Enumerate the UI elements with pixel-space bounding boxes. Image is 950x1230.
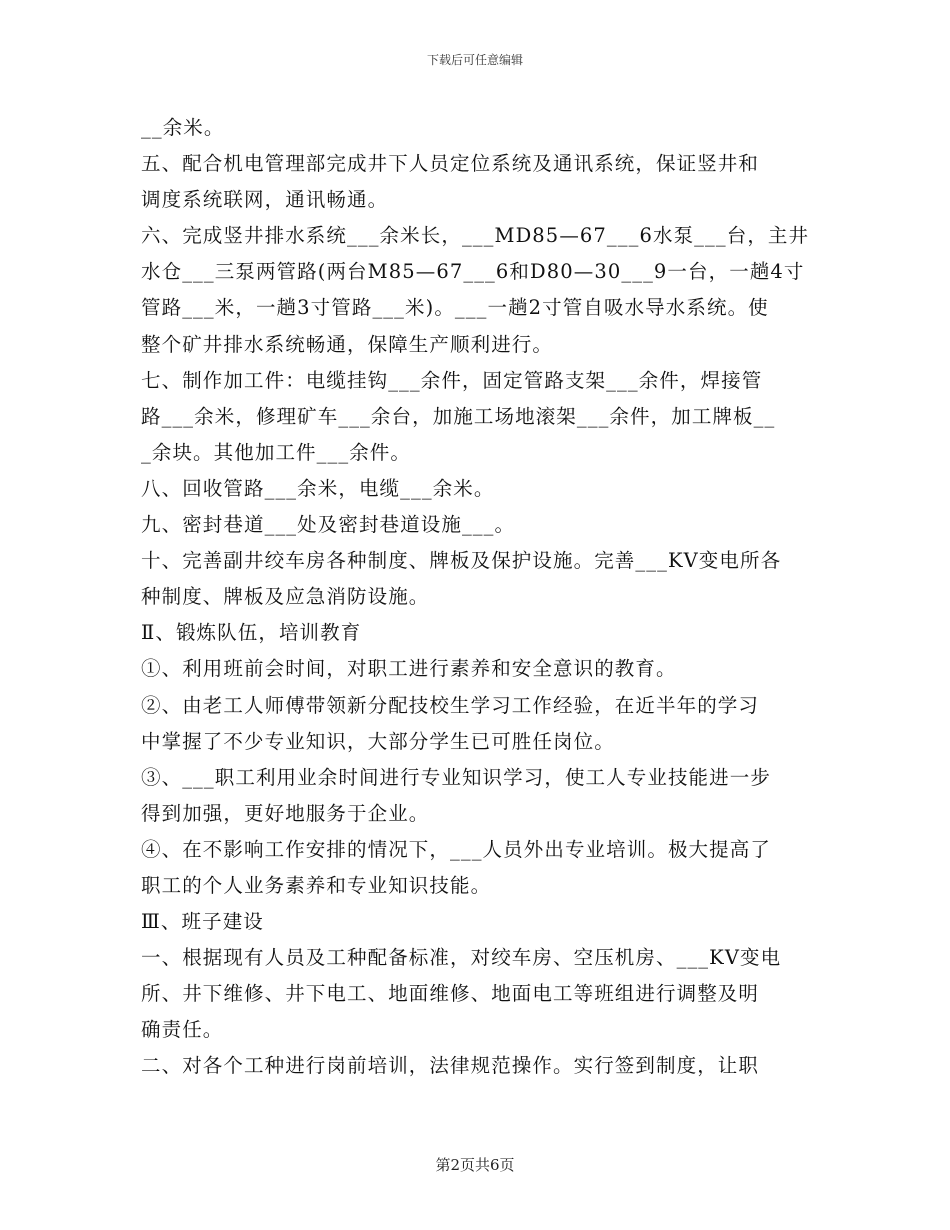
text-line: 职工的个人业务素养和专业知识技能。	[141, 873, 492, 897]
text-line: 十、完善副井绞车房各种制度、牌板及保护设施。完善___KV变电所各	[141, 549, 782, 573]
text-line: ②、由老工人师傅带领新分配技校生学习工作经验，在近半年的学习	[141, 693, 760, 717]
text-line: 二、对各个工种进行岗前培训，法律规范操作。实行签到制度，让职	[141, 1054, 760, 1078]
document-body	[141, 110, 813, 1085]
text-line: 七、制作加工件：电缆挂钩___余件，固定管路支架___余件，焊接管	[141, 368, 763, 392]
text-line: ①、利用班前会时间，对职工进行素养和安全意识的教育。	[141, 657, 677, 681]
text-line: 五、配合机电管理部完成井下人员定位系统及通讯系统，保证竖井和	[141, 152, 760, 176]
text-line: 整个矿井排水系统畅通，保障生产顺利进行。	[141, 332, 554, 356]
text-line: 九、密封巷道___处及密封巷道设施___。	[141, 513, 516, 537]
text-line: 水仓___三泵两管路(两台M85—67___6和D80—30___9一台，一趟4寸	[141, 260, 805, 284]
text-line: ③、___职工利用业余时间进行专业知识学习，使工人专业技能进一步	[141, 765, 771, 789]
section-heading: Ⅱ、锻炼队伍，培训教育	[141, 621, 362, 645]
text-line: 六、完成竖井排水系统___余米长，___MD85—67___6水泵___台，主井	[141, 224, 810, 248]
text-line: __余米。	[141, 116, 225, 139]
section-heading: Ⅲ、班子建设	[141, 910, 264, 934]
text-line: 八、回收管路___余米，电缆___余米。	[141, 476, 495, 500]
text-line: ④、在不影响工作安排的情况下，___人员外出专业培训。极大提高了	[141, 837, 771, 861]
text-line: 调度系统联网，通讯畅通。	[141, 188, 389, 212]
text-line: 中掌握了不少专业知识，大部分学生已可胜任岗位。	[141, 729, 615, 753]
text-line: 管路___米，一趟3寸管路___米)。___一趟2寸管自吸水导水系统。使	[141, 296, 769, 320]
text-line: 确责任。	[141, 1018, 224, 1042]
text-line: 所、井下维修、井下电工、地面维修、地面电工等班组进行调整及明	[141, 982, 760, 1006]
text-line: _余块。其他加工件___余件。	[141, 440, 412, 464]
text-line: 路___余米，修理矿车___余台，加施工场地滚架___余件，加工牌板__	[141, 404, 776, 428]
text-line: 一、根据现有人员及工种配备标准，对绞车房、空压机房、___KV变电	[141, 946, 782, 970]
text-line: 得到加强，更好地服务于企业。	[141, 801, 430, 825]
page-header-note: 下载后可任意编辑	[426, 53, 523, 67]
page-number: 第2页共6页	[435, 1156, 515, 1174]
text-line: 种制度、牌板及应急消防设施。	[141, 585, 430, 609]
